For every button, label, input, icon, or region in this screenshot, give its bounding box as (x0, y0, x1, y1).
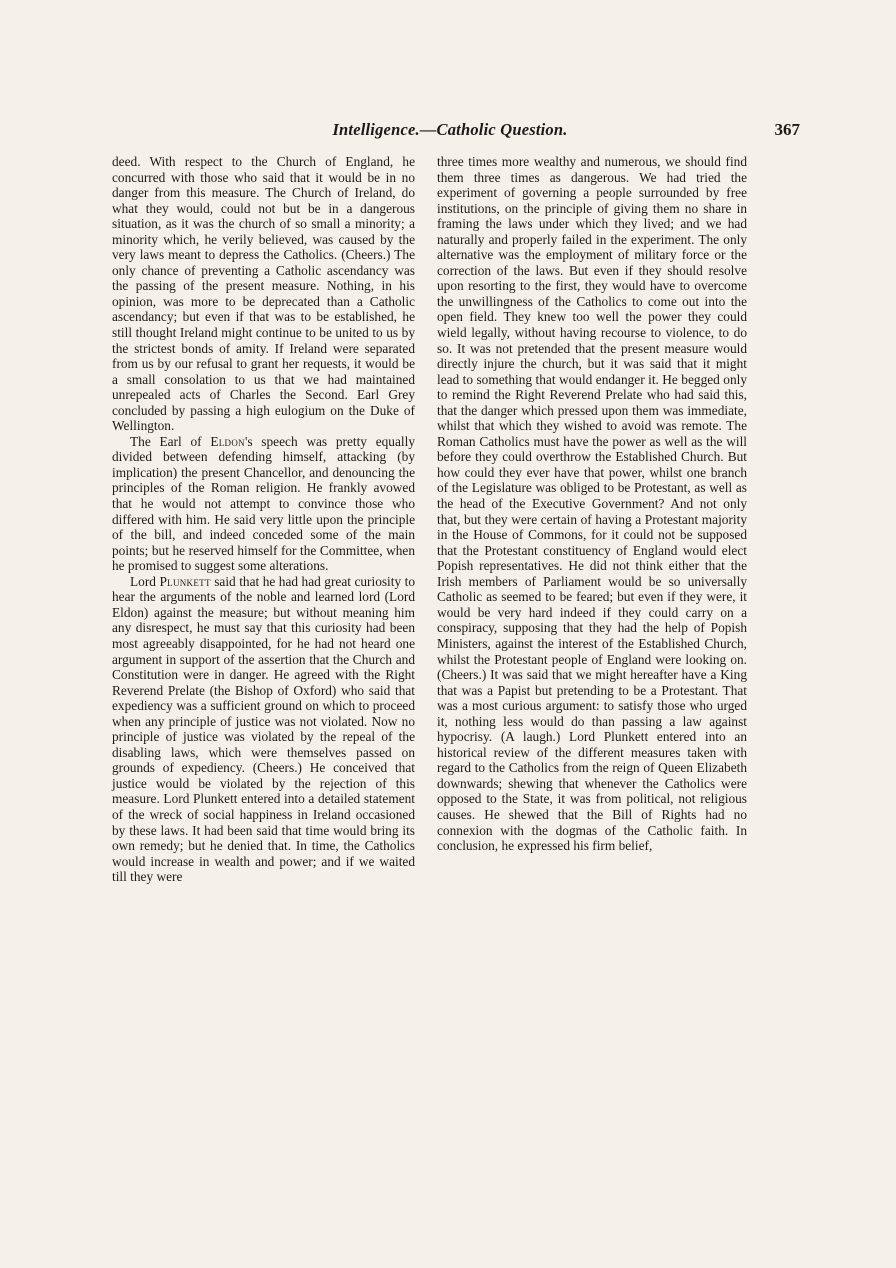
speaker-name-plunkett: Plunkett (159, 573, 211, 589)
paragraph-eldon-speech (112, 434, 415, 574)
page-header-title: Intelligence.—Catholic Question. (332, 120, 568, 139)
paragraph-grey-conclusion: deed. With respect to the Church of England, he concurred with those who said that it would be in no danger from this measure. The Church of Ireland, do what they would, could not but be in a dangerous situation, as it was the church of so small a minority; a minority which, he verily believed, was caused by the very laws meant to depress the Catholics. (Cheers.) The only chance of preventing a Catholic ascendancy was the passing of the present measure. Nothing, in his opinion, was more to be deprecated than a Catholic ascendancy; but even if that was to be established, he still thought Ireland might continue to be united to us by the strictest bonds of amity. If Ireland were separated from us by our refusal to grant her requests, it would be a small consolation to us that we had maintained unrepealed acts of Charles the Second. Earl Grey concluded by passing a high eulogium on the Duke of Wellington. (112, 154, 415, 434)
paragraph-plunkett-lead: Lord (130, 573, 160, 589)
left-column (112, 154, 415, 885)
paragraph-plunkett-continued: three times more wealthy and numerous, we should find them three times as dangerous. We had tried the experiment of governing a people surrounded by free institutions, on the principle of giving them no share in framing the laws under which they lived; and we had naturally and properly failed in the experiment. The only alternative was the employment of military force or the correction of the laws. But even if they should resolve upon resorting to the first, they would have to overcome the unwillingness of the Catholics to come out into the open field. They knew too well the power they could wield legally, without having recourse to violence, to do so. It was not pretended that the present measure would directly injure the church, but it was said that it might lead to something that would endanger it. He begged only to remind the Right Reverend Prelate who had said this, that the danger which pressed upon them was immediate, whilst that which they wished to avoid was remote. The Roman Catholics must have the power as well as the will before they could overthrow the Established Church. But how could they ever have that power, whilst one branch of the Legislature was obliged to be Protestant, as well as the head of the Executive Government? And not only that, but they were certain of having a Protestant majority in the House of Commons, for it could not be supposed that the Protestant constituency of England would elect Popish representatives. He did not think either that the Irish members of Parliament would be so universally Catholic as seemed to be feared; but even if they were, it would be very hard indeed if they could carry on a conspiracy, supposing that they had the help of Popish Ministers, against the interest of the Established Church, whilst the Protestant people of England were looking on. (Cheers.) It was said that we might hereafter have a King that was a Papist but pretending to be a Protestant. That was a most curious argument: to satisfy those who urged it, nothing less would do than passing a law against hypocrisy. (A laugh.) Lord Plunkett entered into an historical review of the different measures taken with regard to the Catholics from the reign of Queen Elizabeth downwards; shewing that whenever the Catholics were opposed to the State, it was from political, not religious causes. He shewed that the Bill of Rights had no connexion with the dogmas of the Catholic faith. In conclusion, he expressed his firm belief, (437, 154, 747, 854)
speaker-name-eldon: Eldon (210, 433, 245, 449)
right-column (437, 154, 747, 854)
paragraph-eldon-lead: The Earl of (130, 433, 211, 449)
page-number: 367 (774, 120, 800, 139)
paragraph-eldon-body: 's speech was pretty equally divided between defending himself, attacking (by implication) the present Chancellor, and denouncing the principles of the Roman religion. He frankly avowed that he would not attempt to convince those who differed with him. He said very little upon the principle of the bill, and indeed conceded some of the main points; but he reserved himself for the Committee, when he promised to suggest some alterations. (112, 433, 415, 574)
paragraph-plunkett-speech (112, 574, 415, 885)
paragraph-plunkett-body: said that he had had great curiosity to hear the arguments of the noble and learned lord (Lord Eldon) against the measure; but without meaning him any disrespect, he must say that this curiosity had been most agreeably disappointed, for he had not heard one argument in support of the assertion that the Church and Constitution were in danger. He agreed with the Right Reverend Prelate (the Bishop of Oxford) who said that expediency was a sufficient ground on which to proceed when any principle of justice was not violated. Now no principle of justice was violated by the repeal of the disabling laws, which were themselves passed on grounds of expediency. (Cheers.) He conceived that justice would be violated by the rejection of this measure. Lord Plunkett entered into a detailed statement of the wreck of social happiness in Ireland occasioned by these laws. It had been said that time would bring its own remedy; but he denied that. In time, the Catholics would increase in wealth and power; and if we waited till they were (112, 573, 416, 885)
running-head (100, 120, 800, 142)
